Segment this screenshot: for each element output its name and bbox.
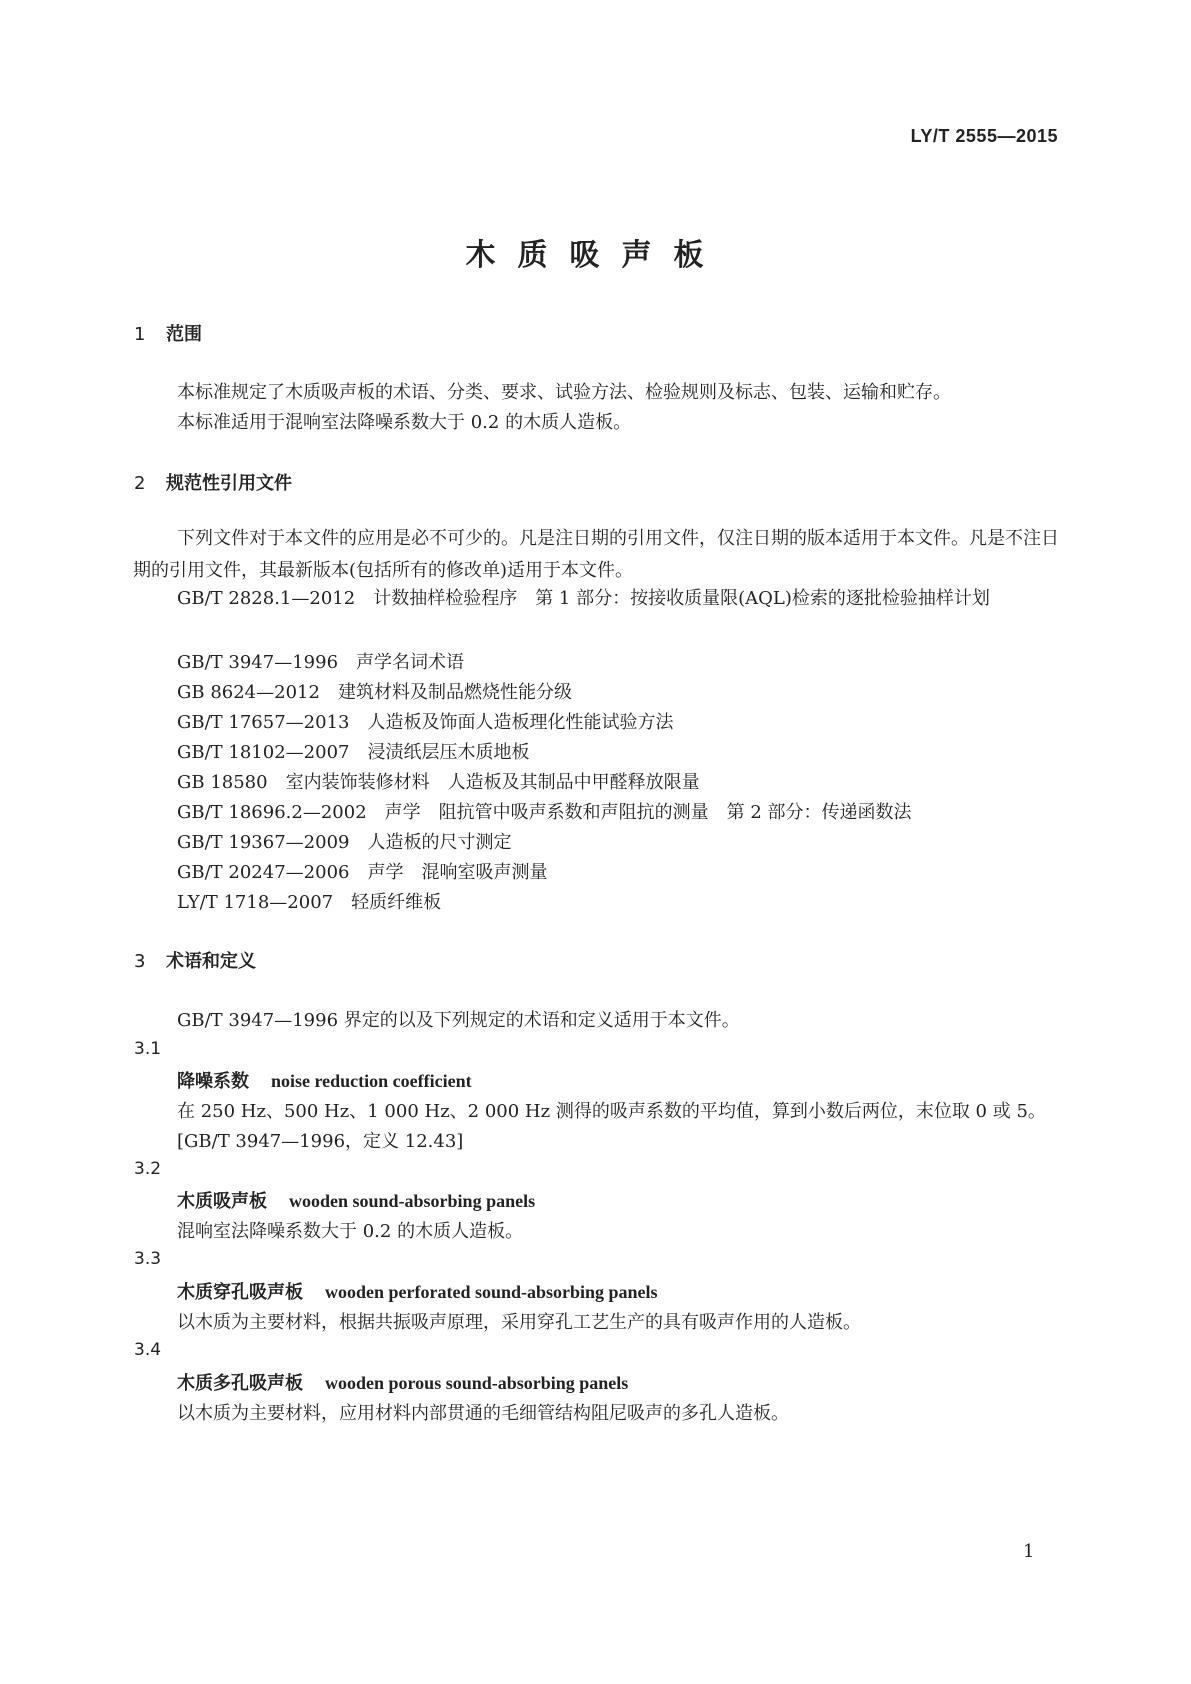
term-definition: 以木质为主要材料，根据共振吸声原理，采用穿孔工艺生产的具有吸声作用的人造板。 [177,1312,861,1333]
reference-item: GB/T 17657—2013 人造板及饰面人造板理化性能试验方法 [177,712,674,733]
section-number: 3 [134,951,146,972]
section-title: 范围 [166,324,202,345]
section-number: 1 [134,324,146,345]
reference-item: GB/T 18102—2007 浸渍纸层压木质地板 [177,742,530,763]
section-3-heading [134,947,256,973]
term-english: wooden sound-absorbing panels [289,1191,536,1211]
scope-paragraph-2: 本标准适用于混响室法降噪系数大于 0.2 的木质人造板。 [177,412,632,433]
section-title: 术语和定义 [166,951,256,972]
term-number: 3.4 [134,1340,162,1360]
term-heading [177,1187,535,1213]
term-chinese: 木质吸声板 [177,1191,267,1212]
section-number: 2 [134,473,146,494]
terms-intro: GB/T 3947—1996 界定的以及下列规定的术语和定义适用于本文件。 [177,1010,740,1031]
term-number: 3.3 [134,1249,162,1269]
term-chinese: 木质多孔吸声板 [177,1373,303,1394]
page-number: 1 [1023,1541,1035,1562]
term-number: 3.1 [134,1039,162,1059]
section-title: 规范性引用文件 [166,473,292,494]
term-chinese: 木质穿孔吸声板 [177,1282,303,1303]
reference-item: GB 18580 室内装饰装修材料 人造板及其制品中甲醛释放限量 [177,772,700,793]
reference-item: GB/T 3947—1996 声学名词术语 [177,652,465,673]
document-title: 木质吸声板 [465,238,726,273]
term-definition: 混响室法降噪系数大于 0.2 的木质人造板。 [177,1221,524,1242]
standard-number: LY/T 2555—2015 [910,126,1058,146]
section-2-heading [134,469,292,495]
reference-item: GB/T 2828.1—2012 计数抽样检验程序 第 1 部分：按接收质量限(AQL)检索的逐批检验抽样计划 [177,588,990,609]
normative-intro: 下列文件对于本文件的应用是必不可少的。凡是注日期的引用文件，仅注日期的版本适用于本文件。凡是不注日期的引用文件，其最新版本(包括所有的修改单)适用于本文件。 [133,528,1059,581]
reference-item: GB/T 20247—2006 声学 混响室吸声测量 [177,862,548,883]
term-definition: 以木质为主要材料，应用材料内部贯通的毛细管结构阻尼吸声的多孔人造板。 [177,1403,789,1424]
term-chinese: 降噪系数 [177,1071,249,1092]
reference-item: LY/T 1718—2007 轻质纤维板 [177,892,442,913]
term-english: wooden porous sound-absorbing panels [325,1373,629,1393]
term-heading [177,1369,628,1395]
term-source: [GB/T 3947—1996，定义 12.43] [177,1131,464,1152]
scope-paragraph-1: 本标准规定了木质吸声板的术语、分类、要求、试验方法、检验规则及标志、包装、运输和贮存。 [177,382,951,403]
term-heading [177,1067,472,1093]
term-english: wooden perforated sound-absorbing panels [325,1282,658,1302]
section-1-heading [134,320,202,346]
term-definition: 在 250 Hz、500 Hz、1 000 Hz、2 000 Hz 测得的吸声系数的平均值，算到小数后两位，末位取 0 或 5。 [177,1101,1046,1122]
term-heading [177,1278,658,1304]
reference-item: GB/T 18696.2—2002 声学 阻抗管中吸声系数和声阻抗的测量 第 2 部分：传递函数法 [177,802,912,823]
term-number: 3.2 [134,1159,162,1179]
reference-item: GB 8624—2012 建筑材料及制品燃烧性能分级 [177,682,572,703]
term-english: noise reduction coefficient [271,1071,472,1091]
reference-item: GB/T 19367—2009 人造板的尺寸测定 [177,832,512,853]
